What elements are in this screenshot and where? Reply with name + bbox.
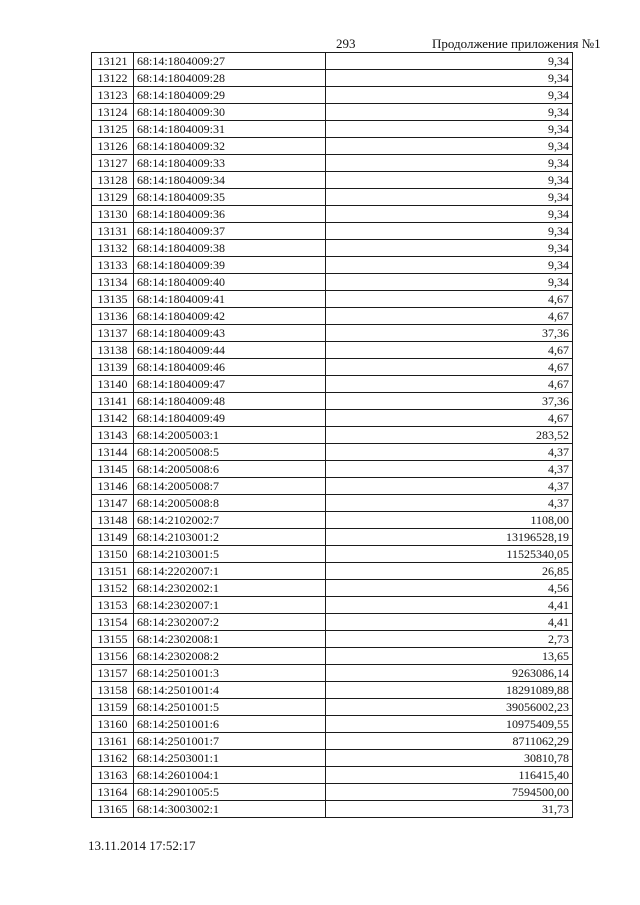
row-number: 13165 bbox=[92, 801, 134, 818]
row-number: 13148 bbox=[92, 512, 134, 529]
row-value: 9,34 bbox=[326, 189, 573, 206]
table-row bbox=[92, 274, 573, 291]
row-value: 4,56 bbox=[326, 580, 573, 597]
table-row bbox=[92, 376, 573, 393]
row-number: 13141 bbox=[92, 393, 134, 410]
row-number: 13156 bbox=[92, 648, 134, 665]
row-value: 9,34 bbox=[326, 206, 573, 223]
row-number: 13125 bbox=[92, 121, 134, 138]
row-number: 13161 bbox=[92, 733, 134, 750]
row-value: 4,41 bbox=[326, 614, 573, 631]
row-value: 9,34 bbox=[326, 138, 573, 155]
row-number: 13137 bbox=[92, 325, 134, 342]
row-value: 18291089,88 bbox=[326, 682, 573, 699]
cadastral-number: 68:14:2005003:1 bbox=[134, 427, 326, 444]
row-number: 13128 bbox=[92, 172, 134, 189]
row-value: 11525340,05 bbox=[326, 546, 573, 563]
table-row bbox=[92, 240, 573, 257]
cadastral-number: 68:14:3003002:1 bbox=[134, 801, 326, 818]
row-value: 7594500,00 bbox=[326, 784, 573, 801]
row-value: 4,37 bbox=[326, 444, 573, 461]
row-value: 9,34 bbox=[326, 172, 573, 189]
row-value: 13,65 bbox=[326, 648, 573, 665]
row-value: 4,67 bbox=[326, 359, 573, 376]
cadastral-number: 68:14:2103001:5 bbox=[134, 546, 326, 563]
cadastral-number: 68:14:2503001:1 bbox=[134, 750, 326, 767]
cadastral-number: 68:14:1804009:35 bbox=[134, 189, 326, 206]
row-value: 9,34 bbox=[326, 104, 573, 121]
row-number: 13143 bbox=[92, 427, 134, 444]
row-value: 4,67 bbox=[326, 376, 573, 393]
cadastral-number: 68:14:2103001:2 bbox=[134, 529, 326, 546]
row-number: 13138 bbox=[92, 342, 134, 359]
row-value: 9,34 bbox=[326, 223, 573, 240]
data-table bbox=[91, 52, 573, 818]
row-number: 13154 bbox=[92, 614, 134, 631]
table-row bbox=[92, 648, 573, 665]
table-row bbox=[92, 155, 573, 172]
table-row bbox=[92, 461, 573, 478]
row-value: 26,85 bbox=[326, 563, 573, 580]
row-value: 4,67 bbox=[326, 308, 573, 325]
row-value: 10975409,55 bbox=[326, 716, 573, 733]
row-number: 13126 bbox=[92, 138, 134, 155]
cadastral-number: 68:14:1804009:47 bbox=[134, 376, 326, 393]
table-row bbox=[92, 359, 573, 376]
row-value: 30810,78 bbox=[326, 750, 573, 767]
row-value: 4,37 bbox=[326, 495, 573, 512]
row-number: 13151 bbox=[92, 563, 134, 580]
row-value: 9,34 bbox=[326, 240, 573, 257]
row-value: 1108,00 bbox=[326, 512, 573, 529]
row-number: 13121 bbox=[92, 53, 134, 70]
cadastral-number: 68:14:2302007:2 bbox=[134, 614, 326, 631]
row-number: 13149 bbox=[92, 529, 134, 546]
cadastral-number: 68:14:2005008:7 bbox=[134, 478, 326, 495]
cadastral-number: 68:14:2302002:1 bbox=[134, 580, 326, 597]
row-number: 13146 bbox=[92, 478, 134, 495]
table-row bbox=[92, 410, 573, 427]
cadastral-number: 68:14:1804009:36 bbox=[134, 206, 326, 223]
table-body bbox=[92, 53, 573, 818]
table-row bbox=[92, 342, 573, 359]
row-number: 13139 bbox=[92, 359, 134, 376]
row-value: 116415,40 bbox=[326, 767, 573, 784]
row-value: 283,52 bbox=[326, 427, 573, 444]
page-number: 293 bbox=[336, 36, 356, 51]
table-row bbox=[92, 767, 573, 784]
cadastral-number: 68:14:1804009:37 bbox=[134, 223, 326, 240]
row-value: 8711062,29 bbox=[326, 733, 573, 750]
table-row bbox=[92, 308, 573, 325]
row-number: 13135 bbox=[92, 291, 134, 308]
row-value: 31,73 bbox=[326, 801, 573, 818]
row-value: 4,41 bbox=[326, 597, 573, 614]
row-value: 9,34 bbox=[326, 155, 573, 172]
table-row bbox=[92, 427, 573, 444]
row-number: 13144 bbox=[92, 444, 134, 461]
table-row bbox=[92, 172, 573, 189]
table-row bbox=[92, 631, 573, 648]
cadastral-number: 68:14:1804009:30 bbox=[134, 104, 326, 121]
table-row bbox=[92, 546, 573, 563]
row-number: 13131 bbox=[92, 223, 134, 240]
row-value: 37,36 bbox=[326, 393, 573, 410]
cadastral-number: 68:14:1804009:33 bbox=[134, 155, 326, 172]
cadastral-number: 68:14:1804009:34 bbox=[134, 172, 326, 189]
continuation-label: Продолжение приложения №1 bbox=[432, 36, 601, 51]
table-row bbox=[92, 614, 573, 631]
table-row bbox=[92, 733, 573, 750]
row-number: 13134 bbox=[92, 274, 134, 291]
row-value: 9,34 bbox=[326, 70, 573, 87]
data-table-container bbox=[91, 52, 573, 818]
row-number: 13158 bbox=[92, 682, 134, 699]
cadastral-number: 68:14:1804009:43 bbox=[134, 325, 326, 342]
row-number: 13133 bbox=[92, 257, 134, 274]
cadastral-number: 68:14:1804009:32 bbox=[134, 138, 326, 155]
table-row bbox=[92, 104, 573, 121]
cadastral-number: 68:14:2102002:7 bbox=[134, 512, 326, 529]
row-number: 13157 bbox=[92, 665, 134, 682]
row-value: 4,37 bbox=[326, 478, 573, 495]
cadastral-number: 68:14:2501001:6 bbox=[134, 716, 326, 733]
footer-timestamp: 13.11.2014 17:52:17 bbox=[88, 838, 196, 853]
row-value: 4,67 bbox=[326, 342, 573, 359]
row-number: 13124 bbox=[92, 104, 134, 121]
cadastral-number: 68:14:1804009:28 bbox=[134, 70, 326, 87]
row-number: 13159 bbox=[92, 699, 134, 716]
cadastral-number: 68:14:2005008:6 bbox=[134, 461, 326, 478]
table-row bbox=[92, 495, 573, 512]
table-row bbox=[92, 716, 573, 733]
table-row bbox=[92, 665, 573, 682]
table-row bbox=[92, 189, 573, 206]
cadastral-number: 68:14:2501001:3 bbox=[134, 665, 326, 682]
cadastral-number: 68:14:1804009:29 bbox=[134, 87, 326, 104]
row-number: 13152 bbox=[92, 580, 134, 597]
cadastral-number: 68:14:1804009:48 bbox=[134, 393, 326, 410]
row-number: 13163 bbox=[92, 767, 134, 784]
cadastral-number: 68:14:1804009:46 bbox=[134, 359, 326, 376]
row-number: 13147 bbox=[92, 495, 134, 512]
row-value: 9,34 bbox=[326, 121, 573, 138]
cadastral-number: 68:14:2601004:1 bbox=[134, 767, 326, 784]
row-number: 13123 bbox=[92, 87, 134, 104]
cadastral-number: 68:14:1804009:49 bbox=[134, 410, 326, 427]
row-value: 9,34 bbox=[326, 53, 573, 70]
table-row bbox=[92, 138, 573, 155]
row-number: 13145 bbox=[92, 461, 134, 478]
cadastral-number: 68:14:2501001:7 bbox=[134, 733, 326, 750]
row-number: 13162 bbox=[92, 750, 134, 767]
cadastral-number: 68:14:2005008:8 bbox=[134, 495, 326, 512]
cadastral-number: 68:14:2302008:1 bbox=[134, 631, 326, 648]
cadastral-number: 68:14:2302008:2 bbox=[134, 648, 326, 665]
table-row bbox=[92, 393, 573, 410]
table-row bbox=[92, 478, 573, 495]
row-value: 37,36 bbox=[326, 325, 573, 342]
row-number: 13142 bbox=[92, 410, 134, 427]
table-row bbox=[92, 512, 573, 529]
row-number: 13132 bbox=[92, 240, 134, 257]
row-value: 4,67 bbox=[326, 410, 573, 427]
cadastral-number: 68:14:2005008:5 bbox=[134, 444, 326, 461]
row-number: 13164 bbox=[92, 784, 134, 801]
table-row bbox=[92, 563, 573, 580]
row-number: 13140 bbox=[92, 376, 134, 393]
cadastral-number: 68:14:2501001:4 bbox=[134, 682, 326, 699]
row-value: 4,67 bbox=[326, 291, 573, 308]
table-row bbox=[92, 597, 573, 614]
table-row bbox=[92, 257, 573, 274]
table-row bbox=[92, 784, 573, 801]
row-value: 9,34 bbox=[326, 87, 573, 104]
row-number: 13130 bbox=[92, 206, 134, 223]
row-value: 9,34 bbox=[326, 274, 573, 291]
cadastral-number: 68:14:1804009:41 bbox=[134, 291, 326, 308]
cadastral-number: 68:14:1804009:31 bbox=[134, 121, 326, 138]
cadastral-number: 68:14:2202007:1 bbox=[134, 563, 326, 580]
cadastral-number: 68:14:1804009:39 bbox=[134, 257, 326, 274]
row-number: 13150 bbox=[92, 546, 134, 563]
cadastral-number: 68:14:2901005:5 bbox=[134, 784, 326, 801]
cadastral-number: 68:14:1804009:44 bbox=[134, 342, 326, 359]
row-value: 2,73 bbox=[326, 631, 573, 648]
table-row bbox=[92, 529, 573, 546]
cadastral-number: 68:14:1804009:42 bbox=[134, 308, 326, 325]
table-row bbox=[92, 444, 573, 461]
row-value: 9263086,14 bbox=[326, 665, 573, 682]
row-number: 13129 bbox=[92, 189, 134, 206]
row-number: 13127 bbox=[92, 155, 134, 172]
table-row bbox=[92, 53, 573, 70]
row-value: 4,37 bbox=[326, 461, 573, 478]
table-row bbox=[92, 750, 573, 767]
row-number: 13136 bbox=[92, 308, 134, 325]
cadastral-number: 68:14:1804009:27 bbox=[134, 53, 326, 70]
cadastral-number: 68:14:1804009:38 bbox=[134, 240, 326, 257]
table-row bbox=[92, 580, 573, 597]
cadastral-number: 68:14:2501001:5 bbox=[134, 699, 326, 716]
table-row bbox=[92, 206, 573, 223]
row-value: 9,34 bbox=[326, 257, 573, 274]
row-value: 39056002,23 bbox=[326, 699, 573, 716]
table-row bbox=[92, 801, 573, 818]
row-number: 13122 bbox=[92, 70, 134, 87]
row-number: 13160 bbox=[92, 716, 134, 733]
table-row bbox=[92, 121, 573, 138]
table-row bbox=[92, 699, 573, 716]
table-row bbox=[92, 325, 573, 342]
table-row bbox=[92, 87, 573, 104]
table-row bbox=[92, 682, 573, 699]
row-number: 13153 bbox=[92, 597, 134, 614]
row-number: 13155 bbox=[92, 631, 134, 648]
cadastral-number: 68:14:2302007:1 bbox=[134, 597, 326, 614]
table-row bbox=[92, 70, 573, 87]
table-row bbox=[92, 223, 573, 240]
cadastral-number: 68:14:1804009:40 bbox=[134, 274, 326, 291]
table-row bbox=[92, 291, 573, 308]
row-value: 13196528,19 bbox=[326, 529, 573, 546]
